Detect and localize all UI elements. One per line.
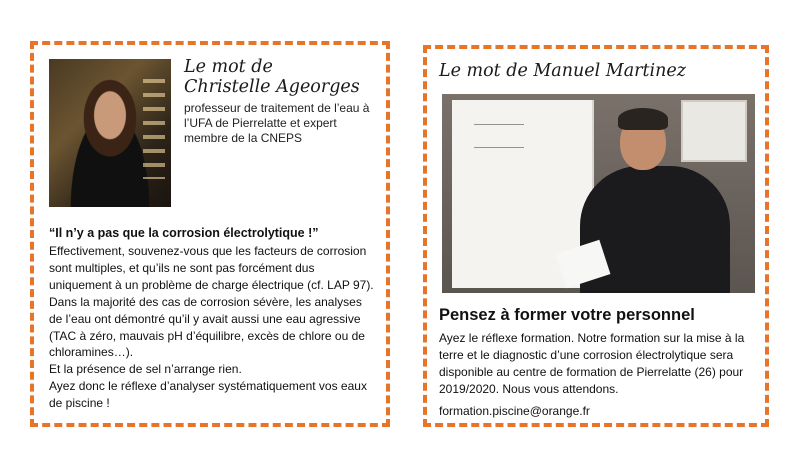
right-title: Le mot de Manuel Martinez bbox=[439, 61, 686, 81]
author-role: professeur de traitement de l’eau à l’UFA de Pierrelatte et expert membre de la CNEPS bbox=[184, 101, 370, 145]
body-paragraph: Dans la majorité des cas de corrosion sévère, les analyses de l’eau ont démontré qu’il y avait aussi une eau agressive (TAC à zéro, mauvais pH d’équilibre, excès de chlore ou de chloramines…). bbox=[49, 294, 365, 360]
window bbox=[681, 100, 747, 162]
flipchart-note bbox=[474, 124, 524, 148]
left-title bbox=[184, 57, 384, 97]
left-panel bbox=[30, 41, 390, 427]
training-photo bbox=[442, 94, 755, 293]
right-body: Ayez le réflexe formation. Notre formation sur la mise à la terre et le diagnostic d’une corrosion électrolytique sera disponible au centre de formation de Pierrelatte (26) pour 2019/2020. Nous vous attendons. bbox=[439, 331, 745, 396]
left-title-line1: Le mot de bbox=[184, 57, 273, 77]
body-paragraph: Ayez donc le réflexe d’analyser systématiquement vos eaux de piscine ! bbox=[49, 379, 367, 411]
left-body bbox=[49, 243, 374, 412]
background-lights bbox=[143, 79, 165, 179]
right-heading: Pensez à former votre personnel bbox=[439, 306, 695, 324]
quote-heading: “Il n’y a pas que la corrosion électrolytique !” bbox=[49, 226, 319, 240]
body-paragraph: Et la présence de sel n’arrange rien. bbox=[49, 362, 242, 377]
left-title-line2: Christelle Ageorges bbox=[184, 77, 360, 97]
presenter-hair bbox=[618, 108, 668, 130]
body-paragraph: Effectivement, souvenez-vous que les facteurs de corrosion sont multiples, et qu’ils ne sont pas forcément dus uniquement à un problème de charge électrique (cf. LAP 97). bbox=[49, 244, 374, 292]
right-panel bbox=[423, 45, 769, 427]
portrait-photo bbox=[49, 59, 171, 207]
contact-email[interactable]: formation.piscine@orange.fr bbox=[439, 404, 590, 418]
